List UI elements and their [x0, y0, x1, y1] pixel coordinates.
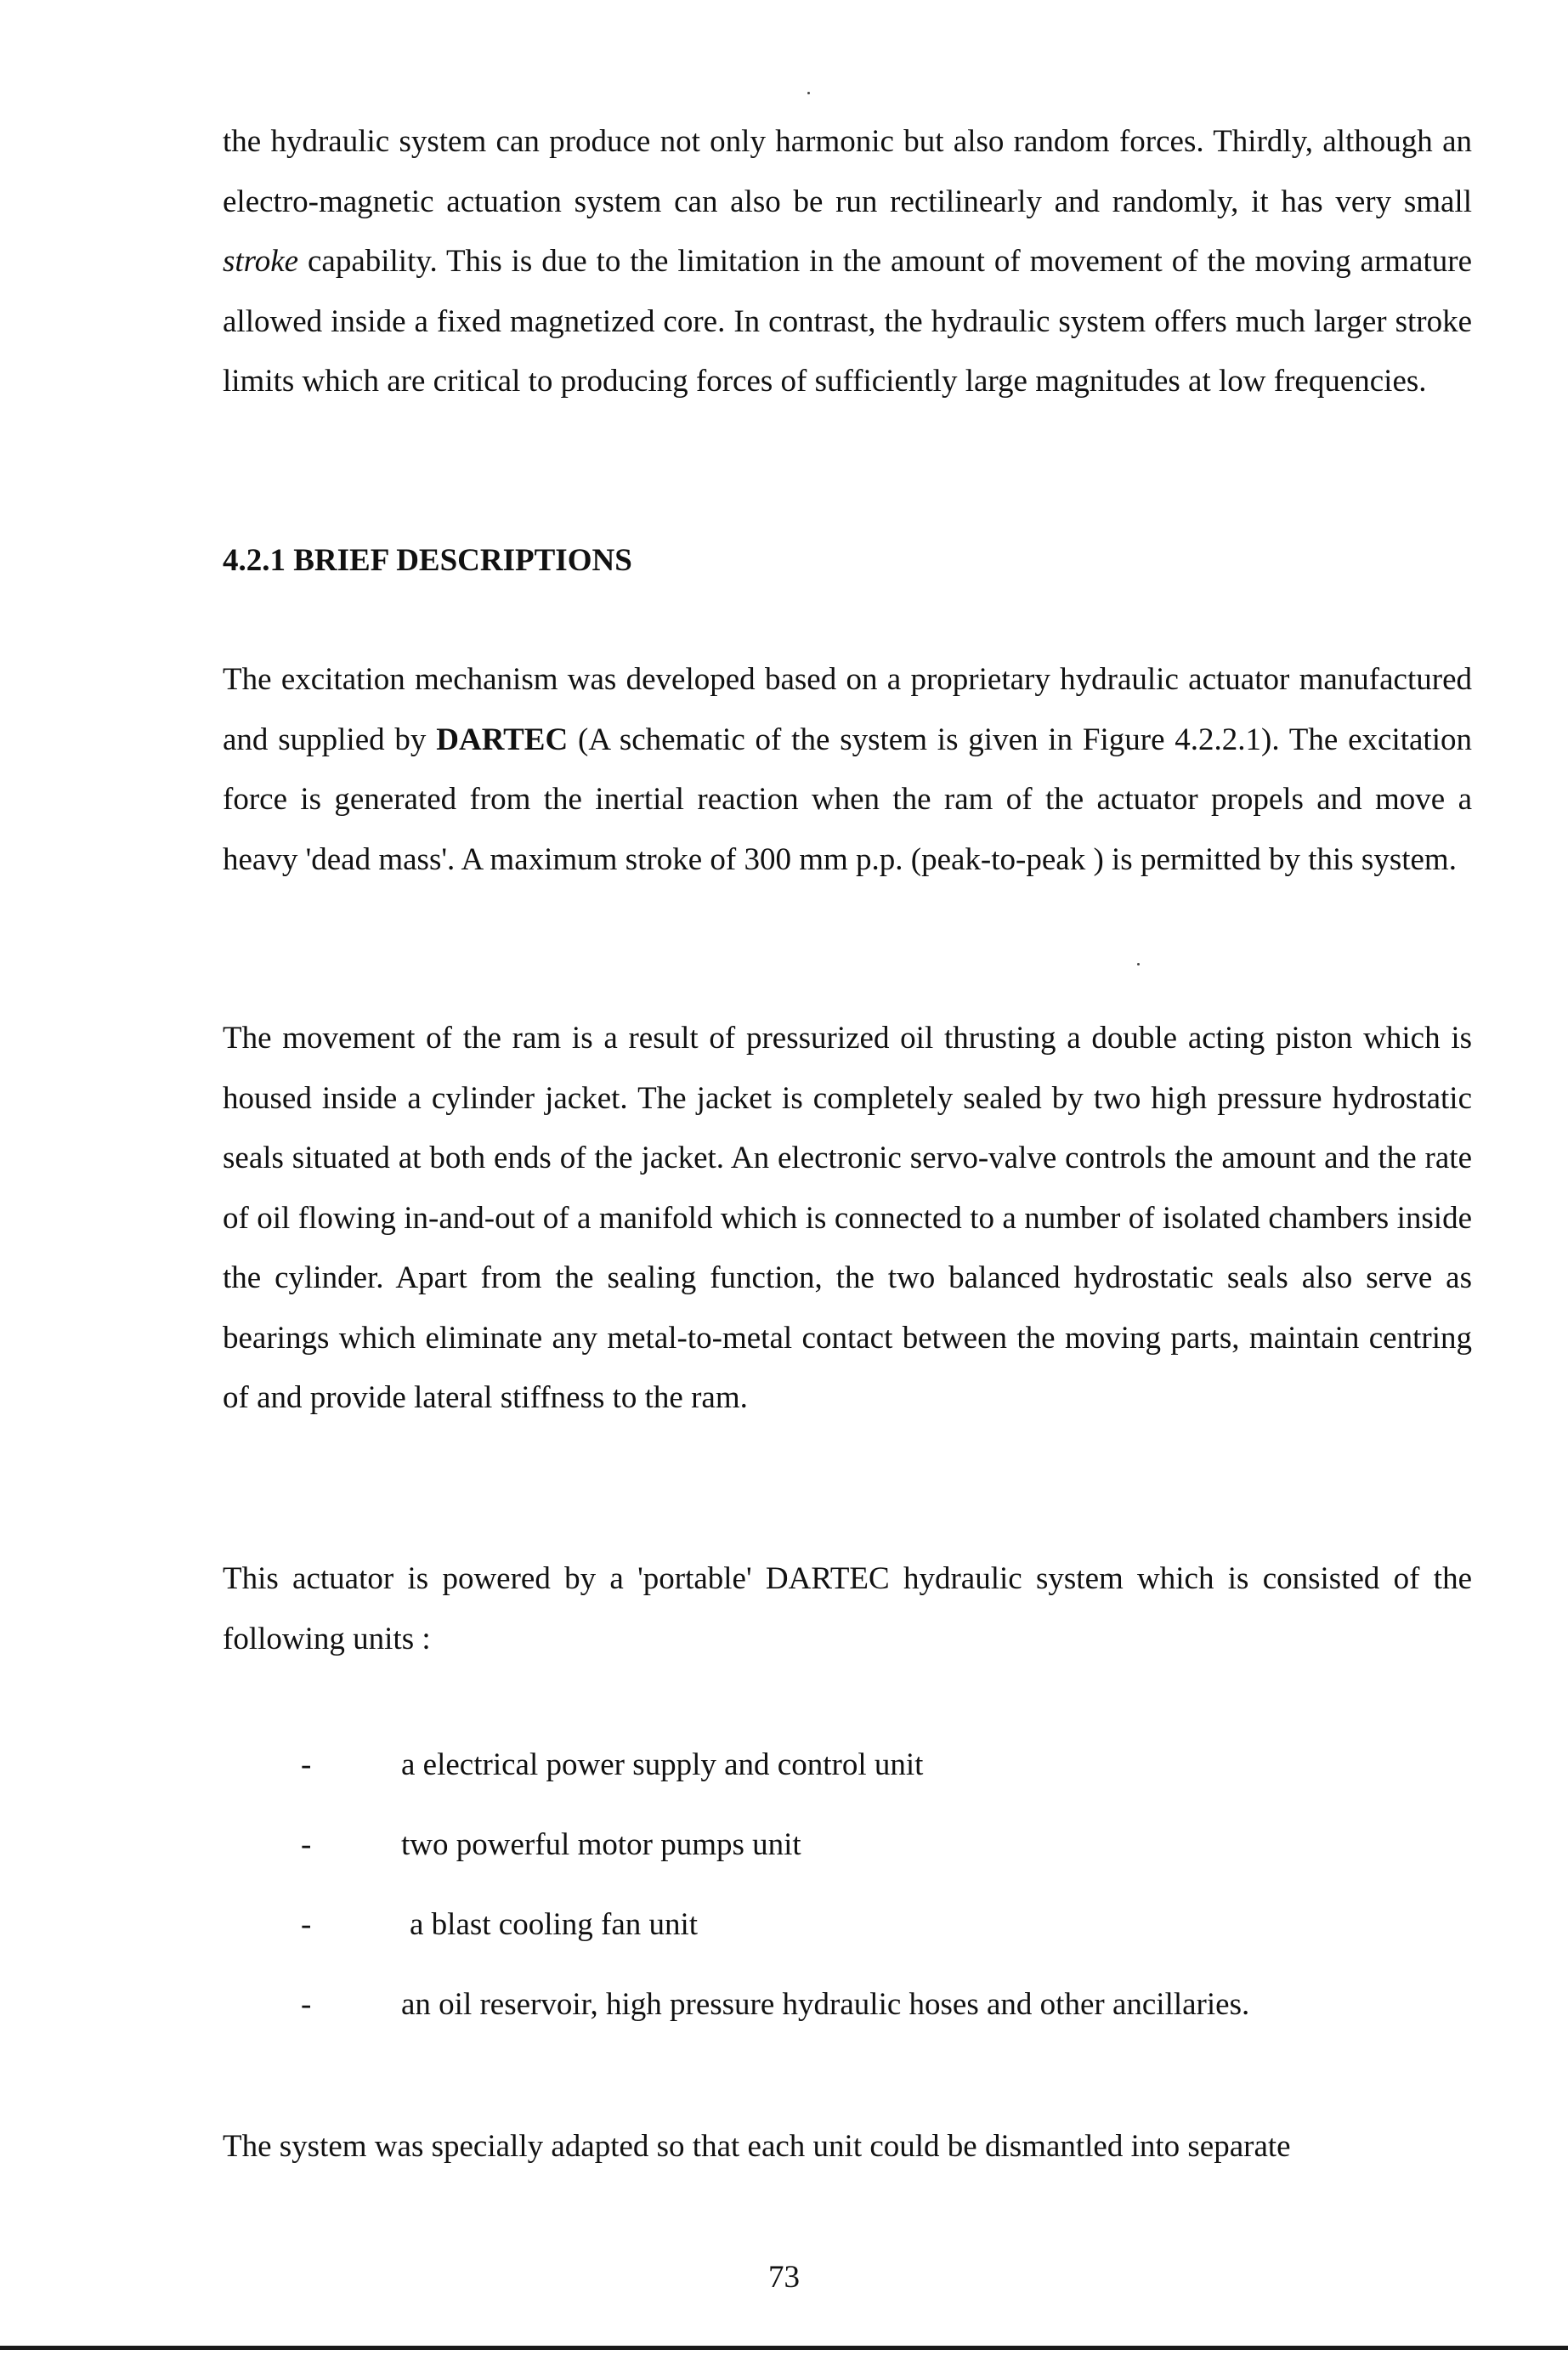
- list-item-text: a electrical power supply and control unit: [401, 1747, 924, 1782]
- emphasis-stroke: stroke: [223, 244, 299, 279]
- paragraph-text: The excitation mechanism was developed based on a proprietary hydraulic actuator manufactured and supplied by: [223, 662, 1472, 757]
- paragraph-intro-continuation: [223, 112, 1472, 412]
- paragraph-text: the hydraulic system can produce not only harmonic but also random forces. Thirdly, although an electro-magnetic actuation system can also be run rectilinearly and randomly, it has very small: [223, 124, 1472, 219]
- list-item: [223, 1975, 1472, 2055]
- list-dash: -: [301, 1987, 312, 2022]
- list-dash: -: [301, 1907, 312, 1942]
- scan-speck: [1137, 963, 1140, 965]
- paragraph-ram-movement: The movement of the ram is a result of pressurized oil thrusting a double acting piston which is housed inside a cylinder jacket. The jacket is completely sealed by two high pressure hydrostatic seals situated at both ends of the jacket. An electronic servo-valve controls the amount and the rate of oil flowing in-and-out of a manifold which is connected to a number of isolated chambers inside the cylinder. Apart from the sealing function, the two balanced hydrostatic seals also serve as bearings which eliminate any metal-to-metal contact between the moving parts, maintain centring of and provide lateral stiffness to the ram.: [223, 1021, 1472, 1415]
- section-heading: 4.2.1 BRIEF DESCRIPTIONS: [223, 543, 632, 578]
- list-item: [223, 1735, 1472, 1815]
- paragraph-text: capability. This is due to the limitation in the amount of movement of the moving armature allowed inside a fixed magnetized core. In contrast, the hydraulic system offers much larger stroke limits which are critical to producing forces of sufficiently large magnitudes at low frequencies.: [223, 244, 1472, 399]
- list-item-text: a blast cooling fan unit: [410, 1907, 699, 1942]
- paragraph-excitation-mechanism: [223, 650, 1472, 890]
- bottom-rule: [0, 2346, 1568, 2350]
- paragraph-system-adapted: The system was specially adapted so that each unit could be dismantled into separate: [223, 2129, 1291, 2164]
- paragraph-actuator-power: This actuator is powered by a 'portable' DARTEC hydraulic system which is consisted of the following units :: [223, 1561, 1472, 1656]
- paragraph-text: (A schematic of the system is given in Figure 4.2.2.1). The excitation force is generated from the inertial reaction when the ram of the actuator propels and move a heavy 'dead mass'. A maximum stroke of 300 mm p.p. (peak-to-peak ) is permitted by this system.: [223, 722, 1472, 877]
- list-dash: -: [301, 1747, 312, 1782]
- page-number: 73: [768, 2260, 800, 2295]
- list-dash: -: [301, 1827, 312, 1862]
- list-item-text: an oil reservoir, high pressure hydraulic hoses and other ancillaries.: [401, 1987, 1250, 2022]
- brand-dartec: DARTEC: [436, 722, 569, 757]
- list-item: [223, 1815, 1472, 1895]
- scan-speck: [807, 92, 810, 94]
- list-item: [223, 1895, 1472, 1975]
- list-item-text: two powerful motor pumps unit: [401, 1827, 801, 1862]
- units-list: [223, 1735, 1472, 2055]
